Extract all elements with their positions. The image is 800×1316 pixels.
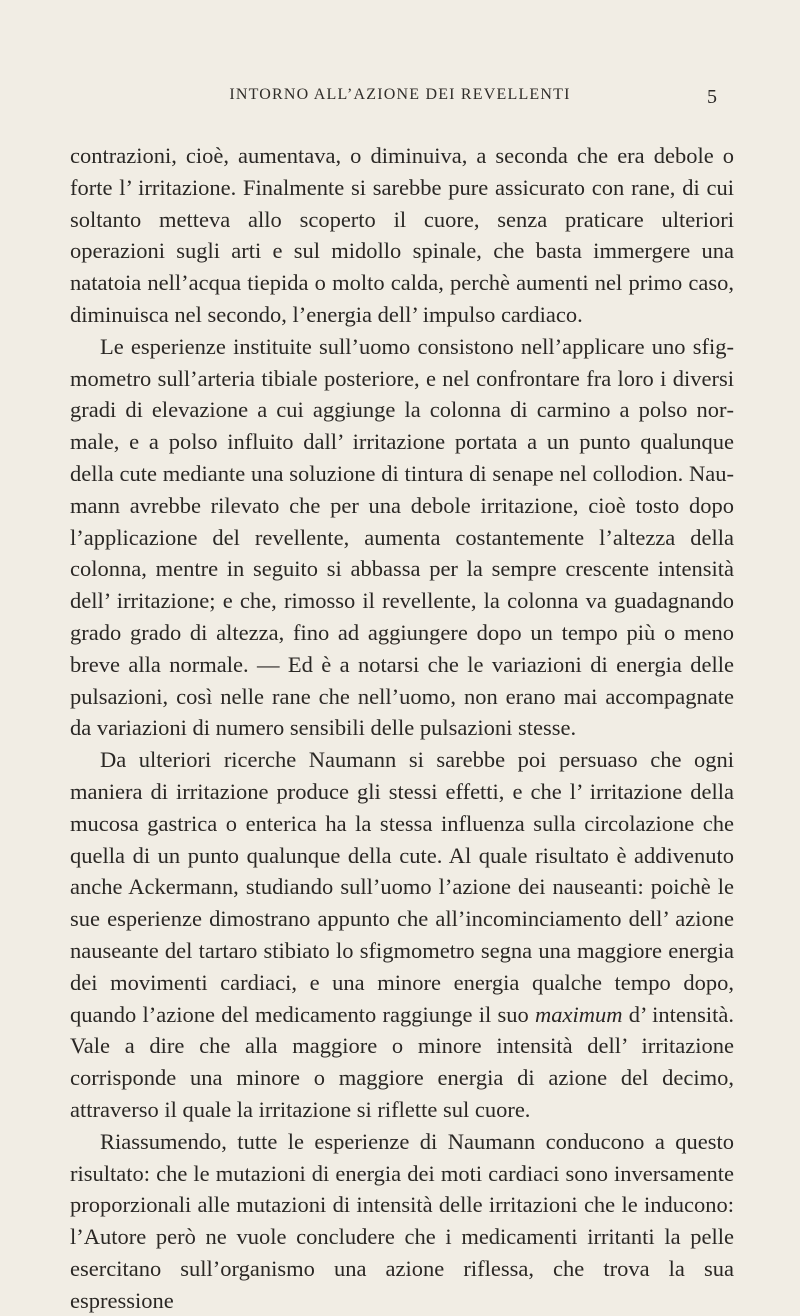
paragraph-continuation: contrazioni, cioè, aumentava, o diminuiva, a seconda che era debole o forte l’ irritazione. Finalmente si sarebbe pure assicurato con rane, di cui soltanto metteva allo scoperto il cuore, senza praticare ulteriori operazioni sugli arti e sul midollo spinale, che basta immergere una natatoia nell’acqua tiepida o molto calda, perchè aumenti nel primo caso, diminuisca nel secondo, l’energia dell’ impulso cardiaco. bbox=[70, 143, 734, 327]
italic-term: maximum bbox=[535, 1001, 623, 1027]
paragraph-experiments-on-man: Le esperienze instituite sull’uomo consistono nell’applicare uno sfigmometro sull’arteria tibiale posteriore, e nel confrontare fra loro i diversi gradi di elevazione a cui aggiunge la colonna di carmino a polso normale, e a polso influito dall’ irritazione portata a un punto qualunque della cute mediante una soluzione di tintura di senape nel collodion. Naumann avrebbe rilevato che per una debole irritazione, cioè tosto dopo l’applicazione del revellente, aumenta costantemente l’altezza della colonna, mentre in seguito si abbassa per la sempre crescente intensità dell’ irritazione; e che, rimosso il revellente, la colonna va guadagnando grado grado di altezza, fino ad aggiungere dopo un tempo più o meno breve alla normale. — Ed è a notarsi che le variazioni di energia delle pulsazioni, così nelle rane che nell’uomo, non erano mai accompagnate da variazioni di numero sensibili delle pulsazioni stesse. bbox=[70, 333, 734, 741]
paragraph-further-research bbox=[70, 744, 734, 1126]
body-text bbox=[70, 140, 734, 1316]
running-title: INTORNO ALL’AZIONE DEI REVELLENTI bbox=[229, 86, 571, 103]
paragraph-summary: Riassumendo, tutte le esperienze di Naumann conducono a questo risultato: che le mutazioni di energia dei moti cardiaci sono inversamente proporzionali alle mutazioni di intensità delle irritazioni che le inducono: l’Autore però ne vuole concludere che i medicamenti irritanti la pelle esercitano sull’organismo una azione riflessa, che trova la sua espressione bbox=[70, 1128, 734, 1313]
paragraph-text-after: d’ intensità. Vale a dire che alla maggiore o minore intensità dell’ irritazione corrisponde una minore o maggiore energia di azione del decimo, attraverso il quale la irritazione si riflette sul cuore. bbox=[70, 1001, 734, 1122]
running-header bbox=[0, 86, 800, 110]
page-number: 5 bbox=[707, 86, 717, 108]
paragraph-text-before: Da ulteriori ricerche Naumann si sarebbe poi persuaso che ogni maniera di irritazione produce gli stessi effetti, e che l’ irritazione della mucosa gastrica o enterica ha la stessa influenza sulla circolazione che quella di un punto qualunque della cute. Al quale risultato è addivenuto anche Ackermann, studiando sull’uomo l’azione dei nauseanti: poichè le sue esperienze dimostrano appunto che all’incominciamento dell’ azione nauseante del tartaro stibiato lo sfigmometro segna una maggiore energia dei movimenti cardiaci, e una minore energia qualche tempo dopo, quando l’azione del medicamento raggiunge il suo bbox=[70, 747, 734, 1027]
